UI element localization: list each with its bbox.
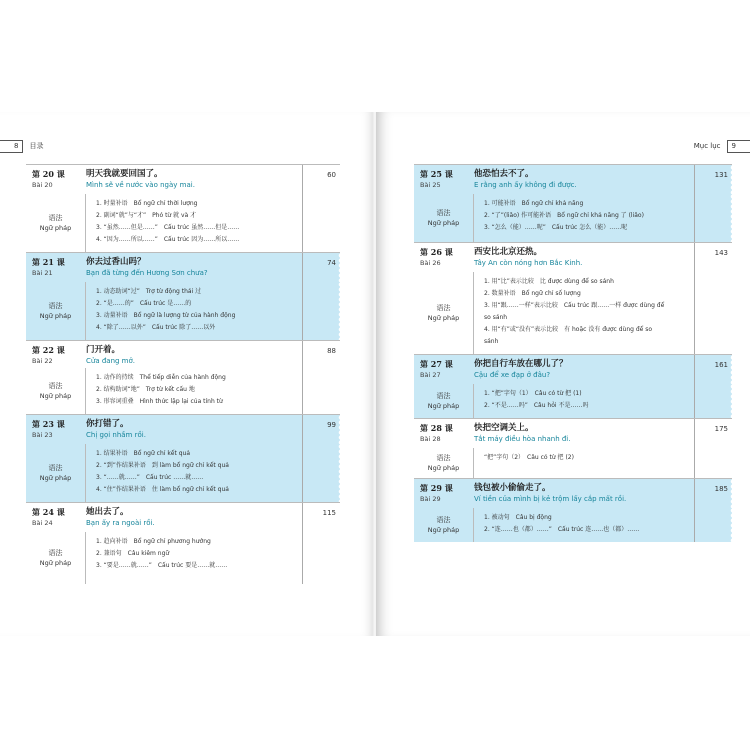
right-page-header xyxy=(660,139,750,153)
lesson-title-cn: 她出去了。 xyxy=(86,507,129,517)
grammar-label-cn: 语法 xyxy=(436,304,451,312)
grammar-label xyxy=(26,194,86,252)
lesson-number-cn: 第 21 课 xyxy=(32,257,65,267)
grammar-item: 1. “把”字句（1） Câu có từ 把 (1) xyxy=(484,390,582,397)
grammar-label xyxy=(26,444,86,502)
lesson-title-vn: E rằng anh ấy không đi được. xyxy=(474,181,577,189)
grammar-row xyxy=(414,508,732,542)
page-number: 8 xyxy=(0,140,23,153)
grammar-items xyxy=(86,368,302,414)
header-title: 目录 xyxy=(29,142,44,150)
lesson-number-vn: Bài 24 xyxy=(32,519,53,527)
grammar-item: 2. 兼语句 Câu kiêm ngữ xyxy=(96,550,170,557)
lesson-number-vn: Bài 20 xyxy=(32,181,53,189)
grammar-items xyxy=(474,384,694,418)
grammar-item: 1. 时量补语 Bổ ngữ chỉ thời lượng xyxy=(96,200,198,207)
grammar-label-vn: Ngữ pháp xyxy=(427,402,460,410)
grammar-item: 1. 动态助词“过” Trợ từ động thái 过 xyxy=(96,288,202,295)
lesson-row xyxy=(414,478,732,508)
grammar-label xyxy=(414,194,474,242)
lesson-number-vn: Bài 27 xyxy=(420,371,441,379)
lesson-page-number: 143 xyxy=(694,243,732,272)
lesson-title-vn: Mình sẽ về nước vào ngày mai. xyxy=(86,181,195,189)
grammar-label-cn: 语法 xyxy=(436,392,451,400)
lesson-title-vn: Chị gọi nhầm rồi. xyxy=(86,431,146,439)
grammar-row xyxy=(26,444,340,502)
grammar-label-vn: Ngữ pháp xyxy=(39,312,72,320)
grammar-items xyxy=(474,194,694,242)
lesson-number-vn: Bài 25 xyxy=(420,181,441,189)
lesson-title-cn: 他恐怕去不了。 xyxy=(474,169,534,179)
grammar-item: 1. 动作的持续 Thể tiếp diễn của hành động xyxy=(96,374,226,381)
lesson-title-cn: 你打错了。 xyxy=(86,419,129,429)
header-title: Mục lục xyxy=(693,142,721,150)
lesson-number xyxy=(26,503,86,532)
lesson-row xyxy=(414,242,732,272)
grammar-item: 2. 数量补语 Bổ ngữ chỉ số lượng xyxy=(484,290,581,297)
grammar-item: 3. “要是……就……” Cấu trúc 要是……就…… xyxy=(96,562,228,569)
lesson-number-vn: Bài 29 xyxy=(420,495,441,503)
grammar-item: 1. 可能补语 Bổ ngữ chỉ khả năng xyxy=(484,200,584,207)
grammar-label xyxy=(414,272,474,354)
lesson-title-cn: 快把空调关上。 xyxy=(474,423,534,433)
lesson-title-cn: 你把自行车放在哪儿了？ xyxy=(474,359,568,369)
lesson-title-vn: Cửa đang mở. xyxy=(86,357,136,365)
page-column-spacer xyxy=(694,448,732,478)
grammar-row xyxy=(26,282,340,340)
page-number: 9 xyxy=(727,140,750,153)
grammar-item: 3. “……就……” Cấu trúc ……就…… xyxy=(96,474,204,481)
lesson-row xyxy=(26,164,340,194)
lesson-row xyxy=(414,418,732,448)
lesson-number-vn: Bài 26 xyxy=(420,259,441,267)
grammar-label-cn: 语法 xyxy=(48,464,63,472)
lesson-title-vn: Cậu để xe đạp ở đâu? xyxy=(474,371,551,379)
grammar-label-cn: 语法 xyxy=(48,302,63,310)
lesson-row xyxy=(26,340,340,368)
grammar-items xyxy=(86,444,302,502)
lesson-number-vn: Bài 23 xyxy=(32,431,53,439)
left-page-header xyxy=(0,139,80,153)
lesson-number-vn: Bài 28 xyxy=(420,435,441,443)
grammar-item: 4. 用“有”或“没有”表示比较 有 hoặc 没有 được dùng để so xyxy=(484,326,653,333)
grammar-row xyxy=(414,448,732,478)
lesson-title-cn: 钱包被小偷偷走了。 xyxy=(474,483,551,493)
grammar-label xyxy=(26,282,86,340)
lesson-number xyxy=(26,415,86,444)
grammar-label-vn: Ngữ pháp xyxy=(39,224,72,232)
lesson-row xyxy=(26,414,340,444)
grammar-label-vn: Ngữ pháp xyxy=(39,559,72,567)
lesson-page-number: 88 xyxy=(302,341,340,368)
grammar-label-vn: Ngữ pháp xyxy=(39,392,72,400)
lesson-page-number: 131 xyxy=(694,165,732,194)
lesson-title-cn: 你去过香山吗？ xyxy=(86,257,146,267)
page-column-spacer xyxy=(694,272,732,354)
lesson-number xyxy=(414,243,474,272)
grammar-item: sánh xyxy=(484,338,499,345)
grammar-item: 2. “连……也（都）……” Cấu trúc 连……也（都）…… xyxy=(484,526,640,533)
grammar-items xyxy=(474,272,694,354)
grammar-label xyxy=(414,384,474,418)
lesson-row xyxy=(26,252,340,282)
grammar-item: 2. 副词“就”与“才” Phó từ 就 và 才 xyxy=(96,212,197,219)
grammar-items xyxy=(86,282,302,340)
grammar-item: 2. “了”(liǎo) 作可能补语 Bổ ngữ chỉ khả năng 了 (liǎo) xyxy=(484,212,644,219)
page-column-spacer xyxy=(302,282,340,340)
lesson-number xyxy=(414,479,474,508)
grammar-row xyxy=(26,532,340,584)
grammar-item: 3. “虽然……但是……” Cấu trúc 虽然……但是…… xyxy=(96,224,240,231)
grammar-label xyxy=(414,508,474,542)
lesson-number xyxy=(414,419,474,448)
lesson-page-number: 185 xyxy=(694,479,732,508)
lesson-title-vn: Tắt máy điều hòa nhanh đi. xyxy=(474,435,571,443)
grammar-row xyxy=(414,384,732,418)
lesson-title xyxy=(86,165,302,194)
lesson-number-vn: Bài 21 xyxy=(32,269,53,277)
grammar-items xyxy=(474,448,694,478)
grammar-item: 4. “因为……所以……” Cấu trúc 因为……所以…… xyxy=(96,236,240,243)
lesson-title-vn: Bạn đã từng đến Hương Sơn chưa? xyxy=(86,269,208,277)
lesson-title xyxy=(474,165,694,194)
lesson-title xyxy=(86,341,302,368)
lesson-title-vn: Tây An còn nóng hơn Bắc Kinh. xyxy=(474,259,583,267)
page-column-spacer xyxy=(694,194,732,242)
grammar-label-cn: 语法 xyxy=(48,382,63,390)
grammar-label-cn: 语法 xyxy=(436,516,451,524)
page-column-spacer xyxy=(302,368,340,414)
grammar-item: 4. “住”作结果补语 住 làm bổ ngữ chỉ kết quả xyxy=(96,486,229,493)
lesson-row xyxy=(414,354,732,384)
grammar-label xyxy=(26,368,86,414)
grammar-label-vn: Ngữ pháp xyxy=(427,314,460,322)
lesson-title-cn: 明天我就要回国了。 xyxy=(86,169,163,179)
lesson-title xyxy=(86,415,302,444)
lesson-number-cn: 第 20 课 xyxy=(32,169,65,179)
grammar-item: 2. 结构助词“地” Trợ từ kết cấu 地 xyxy=(96,386,195,393)
page-column-spacer xyxy=(302,444,340,502)
grammar-label xyxy=(414,448,474,478)
page-column-spacer xyxy=(694,384,732,418)
grammar-item: “把”字句（2） Câu có từ 把 (2) xyxy=(484,454,574,461)
lesson-number-cn: 第 29 课 xyxy=(420,483,453,493)
grammar-item: 3. 用“跟……一样”表示比较 Cấu trúc 跟……一样 được dùng để xyxy=(484,302,665,309)
lesson-title-cn: 门开着。 xyxy=(86,345,121,355)
grammar-item: 3. 动量补语 Bổ ngữ là lượng từ của hành động xyxy=(96,312,236,319)
grammar-item: 1. 用“比”表示比较 比 được dùng để so sánh xyxy=(484,278,614,285)
right-page xyxy=(376,112,750,636)
grammar-item: 1. 被动句 Câu bị động xyxy=(484,514,552,521)
grammar-item: 1. 趋向补语 Bổ ngữ chỉ phương hướng xyxy=(96,538,211,545)
lesson-number-cn: 第 24 课 xyxy=(32,507,65,517)
page-column-spacer xyxy=(302,194,340,252)
lesson-row xyxy=(26,502,340,532)
grammar-item: 4. “除了……以外” Cấu trúc 除了……以外 xyxy=(96,324,216,331)
lesson-number xyxy=(414,165,474,194)
lesson-title-vn: Bạn ấy ra ngoài rồi. xyxy=(86,519,155,527)
lesson-page-number: 99 xyxy=(302,415,340,444)
lesson-number-cn: 第 23 课 xyxy=(32,419,65,429)
grammar-item: 2. “到”作结果补语 到 làm bổ ngữ chỉ kết quả xyxy=(96,462,229,469)
table-of-contents-right xyxy=(414,164,732,542)
lesson-number-vn: Bài 22 xyxy=(32,357,53,365)
lesson-title-vn: Ví tiền của mình bị kẻ trộm lấy cắp mất rồi. xyxy=(474,495,627,503)
lesson-title xyxy=(474,419,694,448)
grammar-label-cn: 语法 xyxy=(48,549,63,557)
grammar-item: so sánh xyxy=(484,314,508,321)
page-column-spacer xyxy=(302,532,340,584)
grammar-label-cn: 语法 xyxy=(436,209,451,217)
grammar-item: 2. “是……的” Cấu trúc 是……的 xyxy=(96,300,192,307)
grammar-item: 1. 结果补语 Bổ ngữ chỉ kết quả xyxy=(96,450,191,457)
grammar-item: 3. 形容词重叠 Hình thức lặp lại của tính từ xyxy=(96,398,223,405)
grammar-items xyxy=(474,508,694,542)
lesson-title-cn: 西安比北京还热。 xyxy=(474,247,543,257)
lesson-number-cn: 第 22 课 xyxy=(32,345,65,355)
grammar-label-cn: 语法 xyxy=(436,454,451,462)
table-of-contents-left xyxy=(26,164,340,584)
grammar-row xyxy=(26,368,340,414)
lesson-page-number: 161 xyxy=(694,355,732,384)
grammar-label-vn: Ngữ pháp xyxy=(427,219,460,227)
lesson-number xyxy=(26,253,86,282)
lesson-page-number: 60 xyxy=(302,165,340,194)
lesson-title xyxy=(86,253,302,282)
grammar-row xyxy=(414,272,732,354)
lesson-page-number: 115 xyxy=(302,503,340,532)
left-page xyxy=(0,112,374,636)
grammar-item: 3. “怎么（能）……呢” Cấu trúc 怎么（能）……呢 xyxy=(484,224,628,231)
lesson-title xyxy=(474,479,694,508)
lesson-number-cn: 第 27 课 xyxy=(420,359,453,369)
lesson-title xyxy=(474,243,694,272)
lesson-number-cn: 第 26 课 xyxy=(420,247,453,257)
grammar-items xyxy=(86,532,302,584)
grammar-items xyxy=(86,194,302,252)
lesson-number xyxy=(26,341,86,368)
lesson-row xyxy=(414,164,732,194)
lesson-page-number: 74 xyxy=(302,253,340,282)
grammar-label-vn: Ngữ pháp xyxy=(427,526,460,534)
grammar-label-vn: Ngữ pháp xyxy=(427,464,460,472)
grammar-label-cn: 语法 xyxy=(48,214,63,222)
lesson-page-number: 175 xyxy=(694,419,732,448)
lesson-title xyxy=(474,355,694,384)
grammar-row xyxy=(26,194,340,252)
grammar-label xyxy=(26,532,86,584)
lesson-number-cn: 第 25 课 xyxy=(420,169,453,179)
page-column-spacer xyxy=(694,508,732,542)
lesson-number xyxy=(26,165,86,194)
grammar-item: 2. “不是……吗” Câu hỏi 不是……吗 xyxy=(484,402,589,409)
grammar-row xyxy=(414,194,732,242)
lesson-number-cn: 第 28 课 xyxy=(420,423,453,433)
lesson-number xyxy=(414,355,474,384)
grammar-label-vn: Ngữ pháp xyxy=(39,474,72,482)
lesson-title xyxy=(86,503,302,532)
